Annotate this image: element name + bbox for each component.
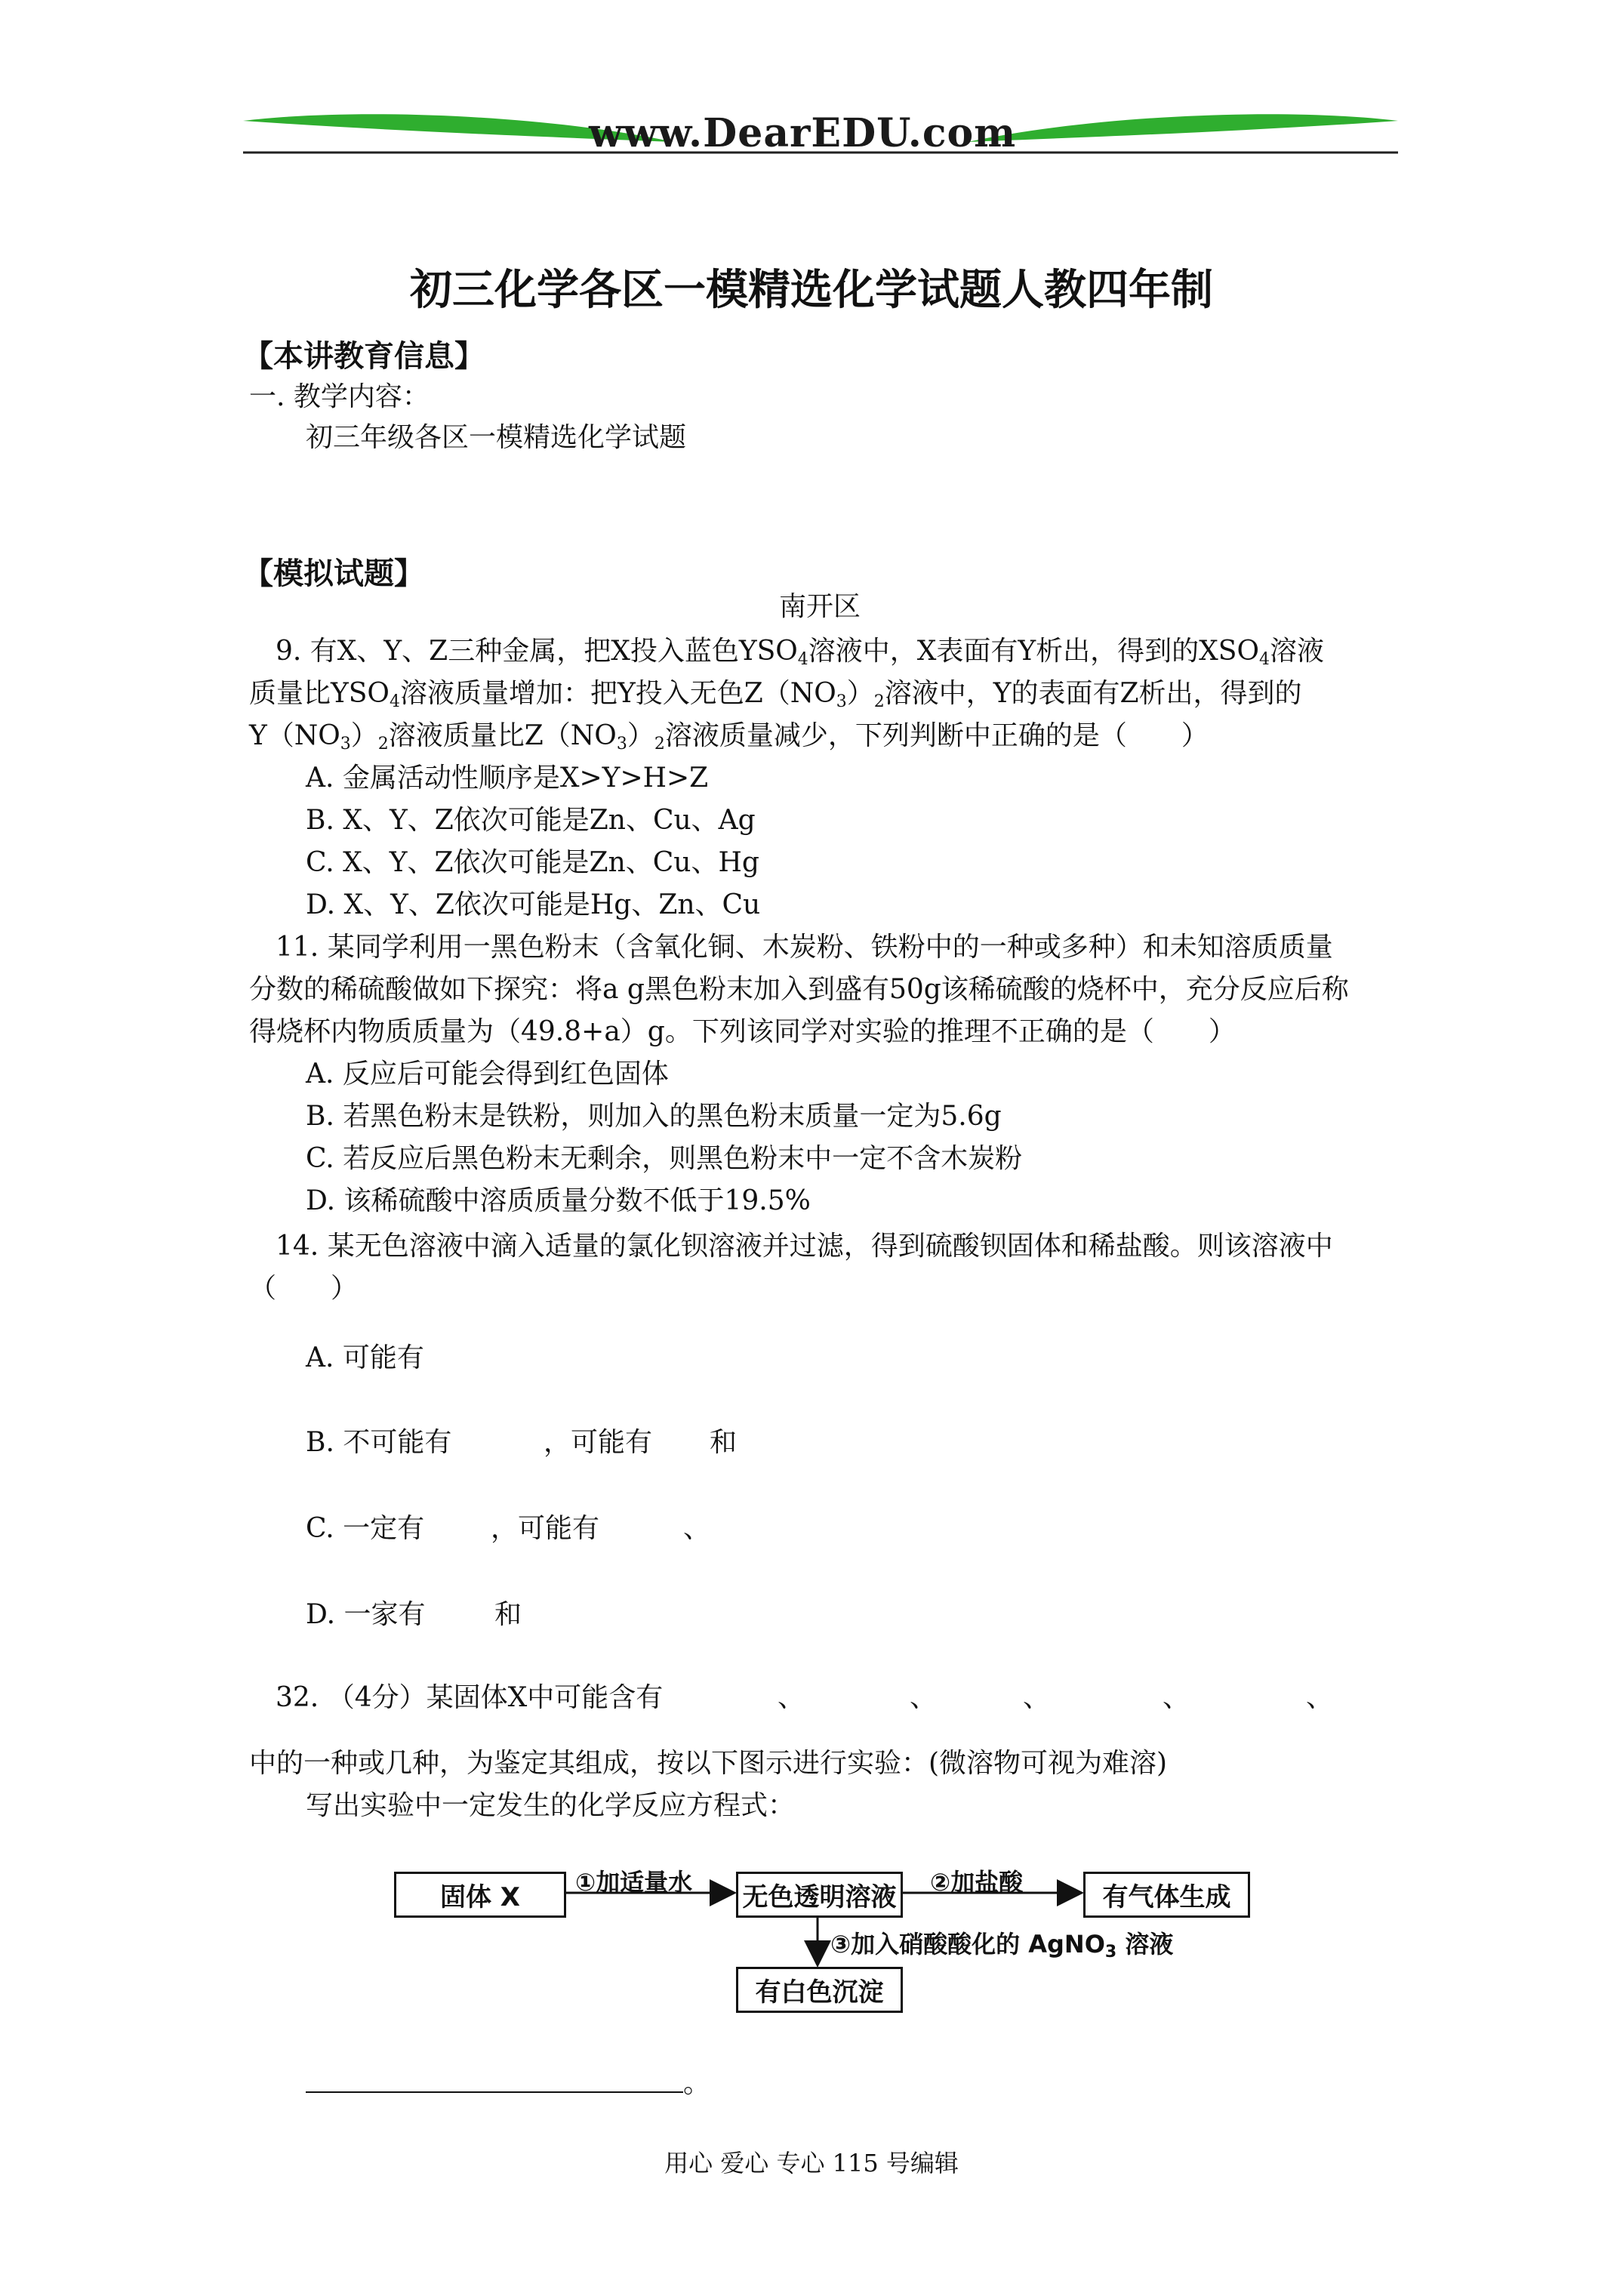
answer-end-mark: 。 <box>683 2068 711 2099</box>
q14-line2: （ ） <box>249 1273 359 1304</box>
flow-box-solid-x: 固体 X <box>394 1872 566 1918</box>
q11-option-d: D. 该稀硫酸中溶质质量分数不低于19.5% <box>306 1185 811 1216</box>
q9-option-c: C. X、Y、Z依次可能是Zn、Cu、Hg <box>306 847 759 878</box>
q14-option-c-part2: ，可能有 <box>491 1513 600 1544</box>
district-label: 南开区 <box>779 591 861 622</box>
q11-option-a: A. 反应后可能会得到红色固体 <box>306 1059 669 1089</box>
q32-separator: 、 <box>778 1682 805 1713</box>
q9-line1: 9. 有X、Y、Z三种金属，把X投入蓝色$YSO_4$溶液中，X表面有Y析出，得到的$XSO_4$溶液 <box>276 636 1324 669</box>
flow-step1-label: ①加适量水 <box>575 1868 693 1897</box>
q32-separator: 、 <box>1023 1682 1051 1713</box>
q9-line2: 质量比$YSO_4$溶液质量增加：把Y投入无色$Z(NO_3)_2$溶液中，Y的表面有Z析出，得到的 <box>249 678 1302 711</box>
q9-option-d: D. X、Y、Z依次可能是Hg、Zn、Cu <box>306 889 761 920</box>
q9-option-b: B. X、Y、Z依次可能是Zn、Cu、Ag <box>306 805 756 836</box>
info-heading: 【本讲教育信息】 <box>243 338 485 374</box>
q14-option-b-part3: 和 <box>710 1427 738 1458</box>
q14-option-d-part1: D. 一家有 <box>306 1599 426 1630</box>
q32-separator: 、 <box>1306 1682 1334 1713</box>
flow-step2-label: ②加盐酸 <box>930 1868 1024 1897</box>
page-title: 初三化学各区一模精选化学试题人教四年制 <box>410 265 1213 315</box>
q11-option-b: B. 若黑色粉末是铁粉，则加入的黑色粉末质量一定为5.6g <box>306 1101 1002 1132</box>
q14-option-a: A. 可能有 <box>306 1342 424 1373</box>
right-swoosh <box>968 114 1398 142</box>
q9-line3: $Y(NO_3)_2$溶液质量比$Z(NO_3)_2$溶液质量减少，下列判断中正确的是（ ） <box>249 720 1209 754</box>
q32-line3: 写出实验中一定发生的化学反应方程式： <box>306 1790 796 1821</box>
q14-option-b-part1: B. 不可能有 <box>306 1427 452 1458</box>
flow-box-solution: 无色透明溶液 <box>736 1872 903 1918</box>
answer-blank-line[interactable] <box>306 2091 683 2093</box>
page-footer: 用心 爱心 专心 115 号编辑 <box>664 2149 959 2177</box>
q11-line1: 11. 某同学利用一黑色粉末（含氧化铜、木炭粉、铁粉中的一种或多种）和未知溶质质量 <box>276 932 1333 963</box>
flow-box-gas: 有气体生成 <box>1083 1872 1250 1918</box>
q11-line3: 得烧杯内物质质量为（49.8+a）g。下列该同学对实验的推理不正确的是（ ） <box>249 1016 1236 1047</box>
flow-step3-label: ③加入硝酸酸化的 AgNO$_3$ 溶液 <box>830 1930 1174 1962</box>
flow-box-precipitate: 有白色沉淀 <box>736 1967 903 2013</box>
q14-option-b-part2: ，可能有 <box>544 1427 653 1458</box>
q14-line1: 14. 某无色溶液中滴入适量的氯化钡溶液并过滤，得到硫酸钡固体和稀盐酸。则该溶液中 <box>276 1231 1333 1262</box>
q14-option-c-part1: C. 一定有 <box>306 1513 425 1544</box>
q9-option-a: A. 金属活动性顺序是X>Y>H>Z <box>306 763 709 794</box>
mock-heading: 【模拟试题】 <box>243 556 424 591</box>
q32-separator: 、 <box>910 1682 938 1713</box>
q32-line1: 32. （4分）某固体X中可能含有 <box>276 1682 664 1713</box>
section1-label: 一. 教学内容： <box>249 381 430 412</box>
site-url[interactable]: www.DearEDU.com <box>589 110 1017 156</box>
q32-separator: 、 <box>1163 1682 1190 1713</box>
q14-option-c-part3: 、 <box>683 1513 711 1544</box>
q32-line2: 中的一种或几种，为鉴定其组成，按以下图示进行实验：(微溶物可视为难溶) <box>249 1748 1168 1779</box>
q11-line2: 分数的稀硫酸做如下探究：将a g黑色粉末加入到盛有50g该稀硫酸的烧杯中，充分反应后称 <box>249 974 1349 1005</box>
q14-option-d-part2: 和 <box>494 1599 522 1630</box>
q11-option-c: C. 若反应后黑色粉末无剩余，则黑色粉末中一定不含木炭粉 <box>306 1143 1023 1174</box>
section1-content: 初三年级各区一模精选化学试题 <box>306 422 687 453</box>
